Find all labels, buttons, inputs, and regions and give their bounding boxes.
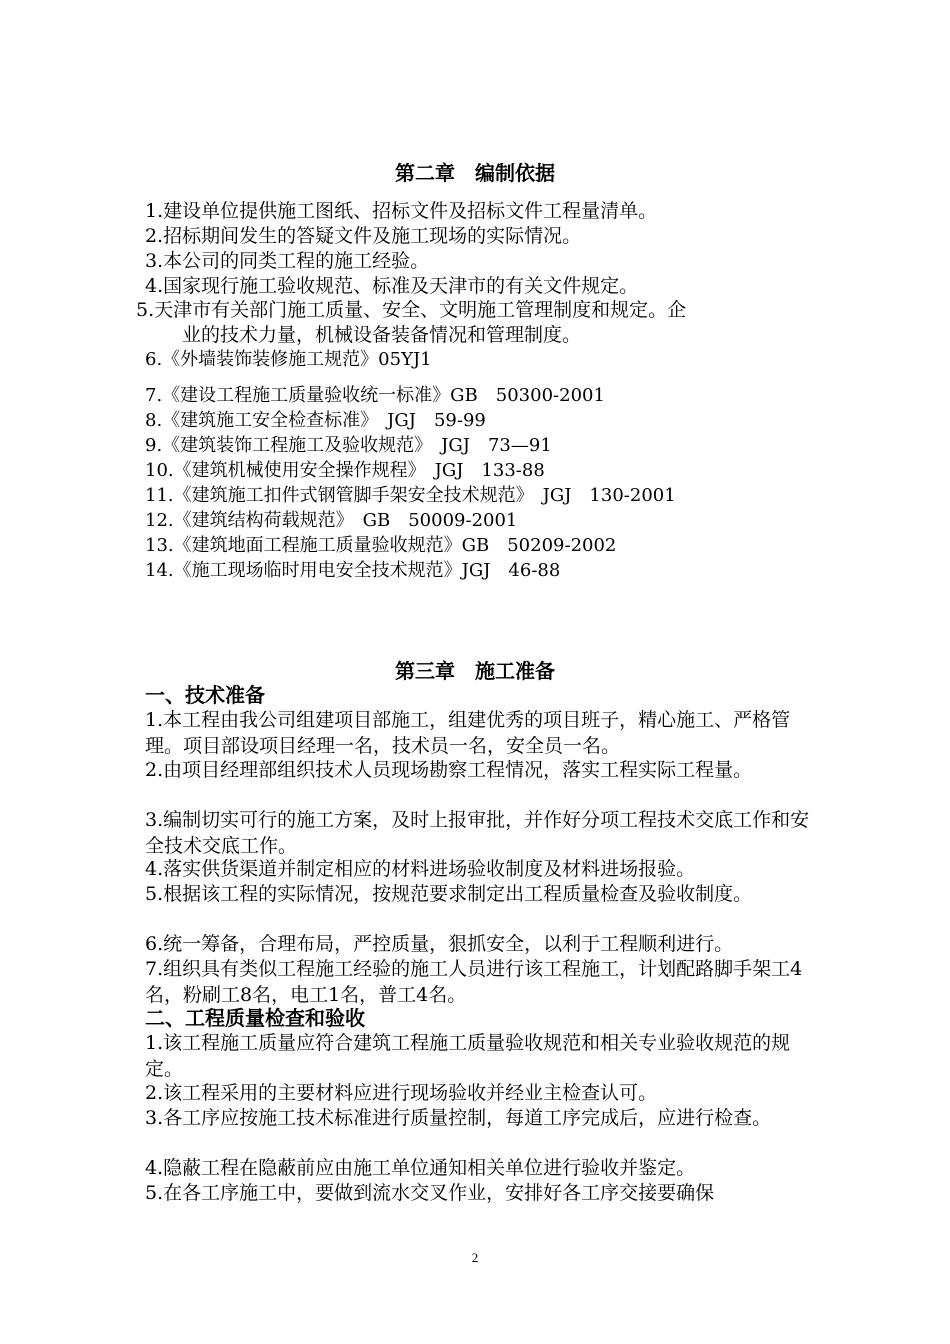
tech-prep-item-7: 7.组织具有类似工程施工经验的施工人员进行该工程施工，计划配路脚手架工4名，粉刷工8名，电工1名，普工4名。 [145,958,803,1006]
tech-prep-item-1: 1.本工程由我公司组建项目部施工，组建优秀的项目班子，精心施工、严格管理。项目部设项目经理一名，技术员一名，安全员一名。 [145,709,791,757]
section-technical-prep-title: 一、技术准备 [145,683,265,707]
basis-item-11: 11.《建筑施工扣件式钢管脚手架安全技术规范》 JGJ 130-2001 [145,485,676,506]
basis-item-7: 7.《建设工程施工质量验收统一标准》GB 50300-2001 [145,385,605,406]
basis-item-9: 9.《建筑装饰工程施工及验收规范》 JGJ 73—91 [145,435,552,456]
tech-prep-item-6: 6.统一筹备，合理布局，严控质量，狠抓安全，以利于工程顺利进行。 [145,933,734,955]
basis-item-14: 14.《施工现场临时用电安全技术规范》JGJ 46-88 [145,560,561,581]
basis-item-8: 8.《建筑施工安全检查标准》 JGJ 59-99 [145,410,486,431]
quality-item-3: 3.各工序应按施工技术标准进行质量控制，每道工序完成后，应进行检查。 [145,1107,772,1129]
tech-prep-item-4: 4.落实供货渠道并制定相应的材料进场验收制度及材料进场报验。 [145,858,696,880]
page-number: 2 [471,1250,479,1265]
basis-item-13: 13.《建筑地面工程施工质量验收规范》GB 50209-2002 [145,535,617,556]
tech-prep-item-5: 5.根据该工程的实际情况，按规范要求制定出工程质量检查及验收制度。 [145,883,753,905]
basis-item-10: 10.《建筑机械使用安全操作规程》 JGJ 133-88 [145,460,545,481]
basis-item-5: 5.天津市有关部门施工质量、安全、文明施工管理制度和规定。企 [136,299,687,321]
quality-item-2: 2.该工程采用的主要材料应进行现场验收并经业主检查认可。 [145,1082,658,1104]
chapter-3-title: 第三章 施工准备 [395,659,555,683]
basis-item-5-cont: 业的技术力量，机械设备装备情况和管理制度。 [182,324,582,346]
quality-item-4: 4.隐蔽工程在隐蔽前应由施工单位通知相关单位进行验收并鉴定。 [145,1157,696,1179]
basis-item-1: 1.建设单位提供施工图纸、招标文件及招标文件工程量清单。 [145,200,658,222]
basis-item-3: 3.本公司的同类工程的施工经验。 [145,250,430,272]
basis-item-4: 4.国家现行施工验收规范、标准及天津市的有关文件规定。 [145,275,639,297]
chapter-2-title: 第二章 编制依据 [395,161,555,185]
tech-prep-item-2: 2.由项目经理部组织技术人员现场勘察工程情况，落实工程实际工程量。 [145,759,753,781]
basis-item-2: 2.招标期间发生的答疑文件及施工现场的实际情况。 [145,225,582,247]
basis-item-12: 12.《建筑结构荷载规范》 GB 50009-2001 [145,510,518,531]
quality-item-1: 1.该工程施工质量应符合建筑工程施工质量验收规范和相关专业验收规范的规定。 [145,1032,791,1080]
section-quality-check-title: 二、工程质量检查和验收 [145,1006,365,1030]
quality-item-5: 5.在各工序施工中，要做到流水交叉作业，安排好各工序交接要确保 [145,1182,715,1204]
tech-prep-item-3: 3.编制切实可行的施工方案，及时上报审批，并作好分项工程技术交底工作和安全技术交底工作。 [145,809,810,857]
basis-item-6: 6.《外墙装饰装修施工规范》05YJ1 [145,349,432,370]
